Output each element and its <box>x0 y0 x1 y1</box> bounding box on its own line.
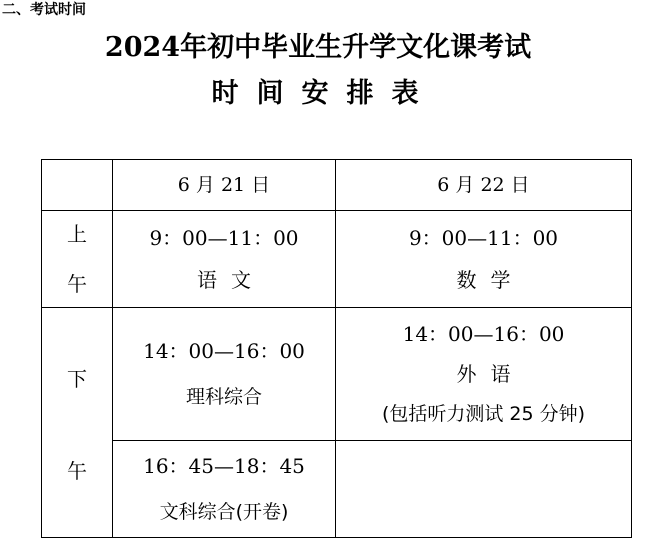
exam-cell <box>113 308 336 441</box>
exam-subject: 语文 <box>197 268 265 292</box>
exam-time: 9：00—11：00 <box>408 226 559 250</box>
period-cell-afternoon <box>42 308 113 538</box>
exam-subject: 理科综合 <box>185 386 262 408</box>
exam-cell <box>336 308 632 441</box>
exam-cell <box>113 211 336 308</box>
table-row <box>42 211 632 308</box>
exam-subject: 数学 <box>456 268 525 292</box>
exam-subject: 文科综合(开卷) <box>159 501 289 523</box>
exam-time: 9：00—11：00 <box>149 226 299 250</box>
exam-time: 14：00—16：00 <box>143 339 305 363</box>
exam-subject: 外语 <box>456 362 525 386</box>
exam-note: (包括听力测试 25 分钟) <box>381 403 586 425</box>
date-header-1 <box>113 160 336 211</box>
exam-time: 14：00—16：00 <box>402 322 565 346</box>
exam-time: 16：45—18：45 <box>143 454 305 478</box>
period-char: 午 <box>67 272 87 296</box>
section-heading: 二、考试时间 <box>2 2 86 18</box>
exam-cell <box>336 211 632 308</box>
period-chars <box>42 308 112 484</box>
document-subtitle: 时间安排表 <box>211 78 437 109</box>
date-label: 6 月 22 日 <box>437 174 530 196</box>
period-char: 上 <box>67 222 87 246</box>
document-title: 2024年初中毕业生升学文化课考试 <box>104 32 532 63</box>
exam-cell <box>113 441 336 538</box>
table-row <box>42 441 632 538</box>
date-label: 6 月 21 日 <box>177 174 271 196</box>
empty-cell <box>336 441 632 538</box>
date-header-2 <box>336 160 632 211</box>
period-char: 下 <box>67 367 87 391</box>
period-cell-morning <box>42 211 113 308</box>
period-char: 午 <box>67 459 87 483</box>
corner-cell <box>42 160 113 211</box>
exam-schedule-table <box>41 159 632 538</box>
table-header-row <box>42 160 632 211</box>
table-row <box>42 308 632 441</box>
